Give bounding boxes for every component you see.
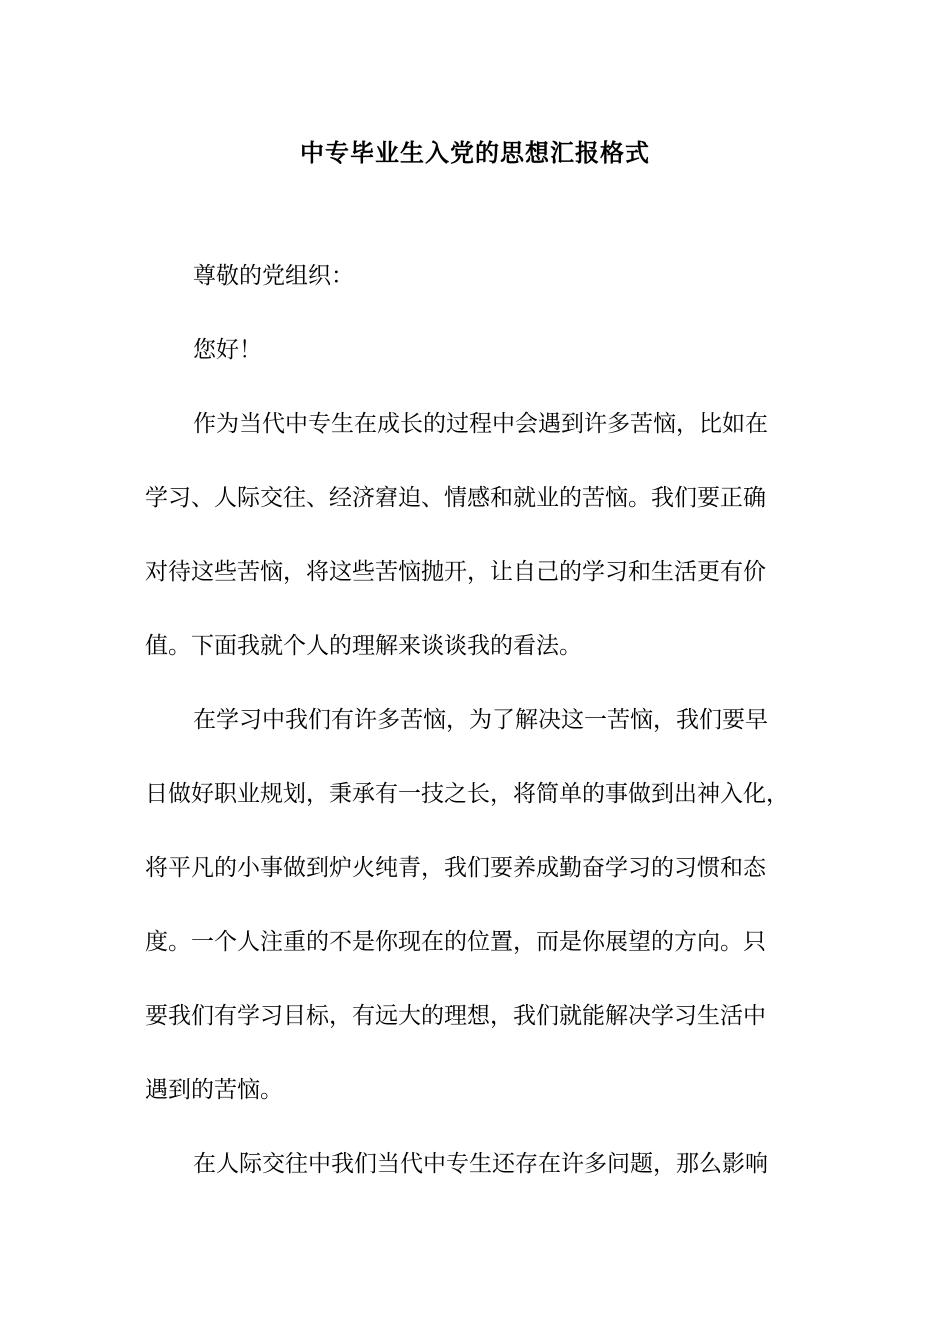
body-line: 作为当代中专生在成长的过程中会遇到许多苦恼，比如在 <box>193 411 768 437</box>
body-line: 在学习中我们有许多苦恼，为了解决这一苦恼，我们要早 <box>193 707 768 733</box>
body-line: 度。一个人注重的不是你现在的位置，而是你展望的方向。只 <box>145 929 766 955</box>
body-line: 尊敬的党组织： <box>193 263 354 289</box>
body-line: 遇到的苦恼。 <box>145 1077 283 1103</box>
body-line: 要我们有学习目标，有远大的理想，我们就能解决学习生活中 <box>145 1003 766 1029</box>
body-line: 日做好职业规划，秉承有一技之长，将简单的事做到出神入化， <box>145 781 789 807</box>
document-body <box>145 258 825 1220</box>
body-line: 学习、人际交往、经济窘迫、情感和就业的苦恼。我们要正确 <box>145 485 766 511</box>
body-line: 对待这些苦恼，将这些苦恼抛开，让自己的学习和生活更有价 <box>145 559 766 585</box>
body-line: 在人际交往中我们当代中专生还存在许多问题，那么影响 <box>193 1151 768 1177</box>
body-line: 将平凡的小事做到炉火纯青，我们要养成勤奋学习的习惯和态 <box>145 855 766 881</box>
body-line: 值。下面我就个人的理解来谈谈我的看法。 <box>145 633 582 659</box>
body-line: 您好！ <box>193 337 262 363</box>
document-title: 中专毕业生入党的思想汇报格式 <box>300 139 650 167</box>
